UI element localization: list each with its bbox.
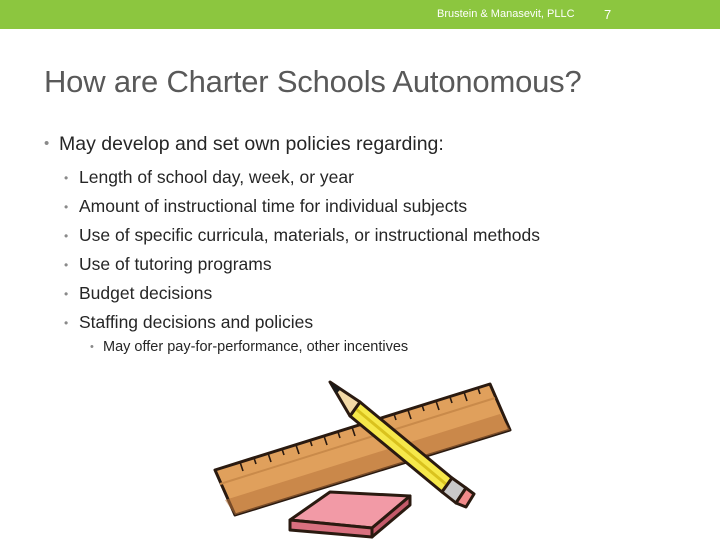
header-bar — [0, 0, 720, 29]
firm-name: Brustein & Manasevit, PLLC — [437, 8, 575, 20]
sub-bullet-text: Staffing decisions and policies — [79, 312, 314, 332]
slide-title: How are Charter Schools Autonomous? — [44, 64, 582, 99]
sub-bullet-text: Amount of instructional time for individual subjects — [79, 196, 468, 216]
page-number: 7 — [604, 7, 612, 22]
sub-bullet-text: Budget decisions — [79, 283, 213, 303]
bullet-icon: • — [90, 341, 94, 353]
bullet-icon: • — [64, 287, 69, 301]
pencil-ruler-eraser-icon — [205, 372, 515, 540]
sub-bullet-text: Use of tutoring programs — [79, 254, 272, 274]
sub-sub-bullet-text: May offer pay-for-performance, other incentives — [103, 339, 409, 355]
bullet-icon: • — [64, 316, 69, 330]
bullet-icon: • — [64, 258, 69, 272]
main-bullet-text: May develop and set own policies regarding: — [59, 133, 444, 155]
sub-bullet-text: Use of specific curricula, materials, or instructional methods — [79, 225, 541, 245]
sub-bullet-text: Length of school day, week, or year — [79, 167, 354, 187]
bullet-icon: • — [64, 200, 69, 214]
bullet-icon: • — [44, 135, 50, 152]
eraser-icon — [290, 492, 410, 537]
bullet-icon: • — [64, 171, 69, 185]
bullet-icon: • — [64, 229, 69, 243]
